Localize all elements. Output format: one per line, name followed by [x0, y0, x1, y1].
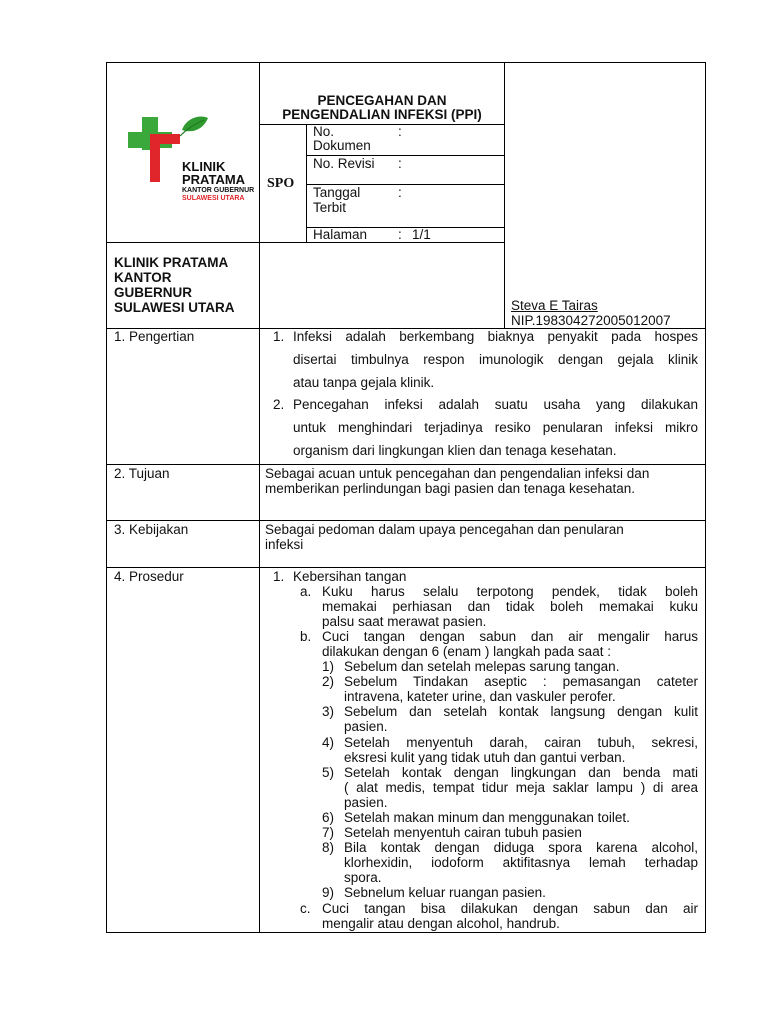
org-name-line-1: KLINIK PRATAMA	[114, 255, 229, 270]
field-halaman-value: 1/1	[412, 227, 431, 242]
step-9-num: 9)	[322, 885, 335, 900]
step-5-num: 5)	[322, 765, 335, 780]
tujuan-line-1: Sebagai acuan untuk pencegahan dan pengendalian infeksi dan	[265, 466, 650, 481]
prosedur-c-line-2: mengalir atau dengan alcohol, handrub.	[322, 916, 560, 931]
field-no-revisi-colon: :	[398, 156, 402, 171]
pengertian-item-1-num: 1.	[273, 329, 285, 344]
step-4-line-1: Setelah menyentuh darah, cairan tubuh, sekresi,	[344, 735, 698, 750]
step-3-line-1: Sebelum dan setelah kontak langsung dengan kulit	[344, 704, 698, 719]
title-underline	[259, 124, 505, 125]
org-name-line-2: KANTOR	[114, 270, 172, 285]
step-6-num: 6)	[322, 810, 335, 825]
spo-divider	[306, 124, 307, 242]
step-3-line-2: pasien.	[344, 719, 388, 734]
field-tanggal-label-2: Terbit	[313, 200, 347, 215]
step-2-line-1: Sebelum Tindakan aseptic : pemasangan cateter	[344, 674, 698, 689]
step-5-line-1: Setelah kontak dengan lingkungan dan benda mati	[344, 765, 698, 780]
section-label-pengertian: 1. Pengertian	[114, 329, 195, 344]
step-3-num: 3)	[322, 704, 335, 719]
prosedur-a-mark: a.	[300, 584, 312, 599]
section-label-kebijakan: 3. Kebijakan	[114, 522, 189, 537]
step-4-line-2: eksresi kulit yang tidak utuh dan gantui verban.	[344, 750, 626, 765]
pengertian-item-2-line-2: untuk menghindari terjadinya resiko penularan infeksi mikro	[293, 420, 698, 435]
document-title-line-2: PENGENDALIAN INFEKSI (PPI)	[282, 107, 482, 122]
logo-text-pratama: PRATAMA	[182, 172, 246, 187]
field-halaman-label: Halaman	[313, 227, 368, 242]
logo-text-klinik: KLINIK	[182, 159, 226, 174]
field-tanggal-label-1: Tanggal	[313, 185, 361, 200]
step-7-line-1: Setelah menyentuh cairan tubuh pasien	[344, 825, 582, 840]
step-8-line-2: klorhexidin, iodoform aktifitasnya lemah terhadap	[344, 855, 698, 870]
signatory-nip: NIP.198304272005012007	[511, 313, 671, 328]
column-divider	[259, 62, 260, 933]
logo-text-kantor: KANTOR GUBERNUR	[182, 187, 255, 194]
field-no-revisi-label: No. Revisi	[313, 156, 375, 171]
prosedur-b-line-1: Cuci tangan dengan sabun dan air mengalir harus	[322, 629, 698, 644]
pengertian-item-2-num: 2.	[273, 397, 285, 412]
org-name-line-4: SULAWESI UTARA	[114, 300, 235, 315]
spo-label: SPO	[267, 176, 295, 191]
kebijakan-line-2: infeksi	[265, 537, 304, 552]
section-label-tujuan: 2. Tujuan	[114, 466, 170, 481]
step-2-num: 2)	[322, 674, 335, 689]
section-label-prosedur: 4. Prosedur	[114, 569, 184, 584]
tujuan-line-2: memberikan perlindungan bagi pasien dan tenaga kesehatan.	[265, 481, 636, 496]
step-2-line-2: intravena, kateter urine, dan vaskuler perofer.	[344, 689, 616, 704]
kebijakan-line-1: Sebagai pedoman dalam upaya pencegahan dan penularan	[265, 522, 624, 537]
pengertian-item-2-line-1: Pencegahan infeksi adalah suatu usaha yang dilakukan	[293, 397, 698, 412]
prosedur-heading-num: 1.	[273, 569, 285, 584]
header-divider	[106, 242, 505, 243]
prosedur-b-mark: b.	[300, 629, 312, 644]
logo-red-cross	[150, 134, 180, 182]
table-border-left	[106, 62, 107, 933]
pengertian-item-2-line-3: organism dari lingkungan klien dan tenaga kesehatan.	[293, 443, 617, 458]
step-8-line-1: Bila kontak dengan diduga spora karena alcohol,	[344, 840, 698, 855]
row-line-prosedur	[106, 567, 706, 568]
document-title-line-1: PENCEGAHAN DAN	[317, 93, 447, 108]
pengertian-item-1-line-1: Infeksi adalah berkembang biaknya penyakit pada hospes	[293, 329, 698, 344]
prosedur-b-line-2: dilakukan dengan 6 (enam ) langkah pada saat :	[322, 644, 611, 659]
signatory-name: Steva E Tairas	[511, 298, 598, 313]
row-line-kebijakan	[106, 520, 706, 521]
prosedur-a-line-1: Kuku harus selalu terpotong pendek, tidak boleh	[322, 584, 698, 599]
pengertian-item-1-line-2: disertai timbulnya respon imunologik dengan gejala klinik	[293, 352, 698, 367]
table-border-top	[106, 62, 706, 63]
step-8-line-3: spora.	[344, 870, 382, 885]
field-tanggal-colon: :	[398, 185, 402, 200]
table-border-right	[705, 62, 706, 933]
step-5-line-3: pasien.	[344, 795, 388, 810]
prosedur-c-line-1: Cuci tangan bisa dilakukan dengan sabun dan air	[322, 901, 698, 916]
field-no-dokumen-label-1: No.	[313, 124, 335, 139]
field-no-dokumen-colon: :	[398, 124, 402, 139]
step-8-num: 8)	[322, 840, 335, 855]
prosedur-heading: Kebersihan tangan	[293, 569, 407, 584]
step-1-num: 1)	[322, 659, 335, 674]
step-5-line-2: ( alat medis, tempat tidur meja saklar lampu ) di area	[344, 780, 698, 795]
table-border-bottom	[106, 932, 706, 933]
org-name-line-3: GUBERNUR	[114, 285, 193, 300]
row-line-tujuan	[106, 464, 706, 465]
prosedur-a-line-2: memakai perhiasan dan tidak boleh memakai kuku	[322, 599, 698, 614]
field-halaman-colon: :	[398, 227, 402, 242]
logo-text-sulawesi: SULAWESI UTARA	[182, 195, 245, 202]
field-no-dokumen-label-2: Dokumen	[313, 138, 371, 153]
step-9-line-1: Sebnelum keluar ruangan pasien.	[344, 885, 546, 900]
prosedur-a-line-3: palsu saat merawat pasien.	[322, 614, 487, 629]
step-1-line-1: Sebelum dan setelah melepas sarung tangan.	[344, 659, 620, 674]
pengertian-item-1-line-3: atau tanpa gejala klinik.	[293, 375, 435, 390]
step-4-num: 4)	[322, 735, 335, 750]
prosedur-c-mark: c.	[300, 901, 311, 916]
step-7-num: 7)	[322, 825, 335, 840]
step-6-line-1: Setelah makan minum dan menggunakan toilet.	[344, 810, 630, 825]
